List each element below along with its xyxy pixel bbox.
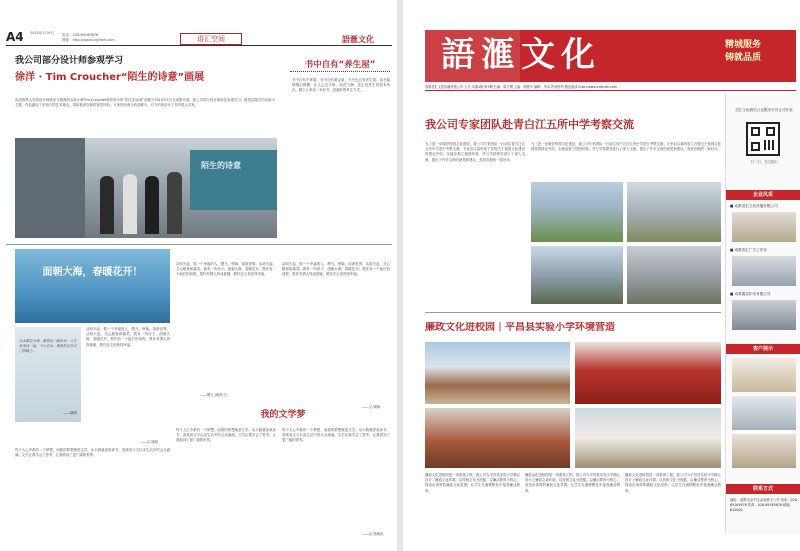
qr-caption: 扫一扫，关注我们 (750, 160, 778, 164)
article-divider (425, 312, 721, 313)
brand-mini: 語滙文化 (342, 34, 374, 44)
article3-body: 从明天起，做一个幸福的人，喂马，劈柴，周游世界。从明天起，关心粮食和蔬菜。我有一所房子，面朝大海，春暖花开。愿你有一个灿烂的前程，愿你有情人终成眷属，愿你在尘世获得幸福。 (86, 327, 170, 347)
school-photo-2 (575, 342, 721, 404)
sidebar-photo-2 (732, 256, 796, 286)
school-photo-3 (425, 408, 570, 468)
poem-text: 从来都是远途，都说远一路坎坷，人生负重过一道，千山万水，我依然走在自己的路上。 (19, 339, 77, 354)
article2-body-col2: 廉政文化进校园是一项系统工程，我公司为平昌县实验小学精心设计了廉政文化环境，以传统文化为底蕴，以廉洁教育为核心，营造出浓厚的廉政文化氛围，让学生在潜移默化中接受廉洁教育。 (525, 473, 620, 493)
school-photo-1 (425, 342, 570, 404)
header-rule (6, 45, 392, 46)
sidebar-item: ■ 成都语汇广告工作室 (730, 248, 767, 252)
article1-kicker: 我公司部分设计师参观学习 (15, 56, 124, 66)
article2-headline: 廉政文化进校园｜平昌县实验小学环境营造 (425, 322, 615, 333)
article3-headline: 面朝大海，春暖花开！ (42, 267, 143, 278)
person-3 (145, 176, 159, 234)
article2-headline: 书中自有“养生屋” (290, 60, 390, 72)
school-photo-4 (575, 408, 721, 468)
lead-body-col2: 为了进一步做好校园文化建设，我公司专家团队一行前往青白江区五所中学进行考察交流。专家们认真听取了各校关于校园文化建设的情况介绍，实地参观了校园环境，并与学校领导进行了深入交流，提出了许多宝贵的意见和建议，受到各校的一致好评。 (531, 142, 721, 152)
page-number: A4 (6, 30, 24, 44)
lead-headline: 我公司专家团队赴青白江五所中学考察交流 (425, 118, 634, 131)
sidebar-client-photo-2 (732, 396, 796, 430)
contact-info: 地址：成都市金牛区金泉路十八号 电话：028-69169676 传真：028-69169676 邮编：610000 (730, 498, 798, 512)
campus-photo-1 (531, 182, 623, 242)
left-page (0, 0, 397, 551)
article2-body-col1: 廉政文化进校园是一项系统工程，我公司为平昌县实验小学精心设计了廉政文化环境，以传统文化为底蕴，以廉洁教育为核心，营造出浓厚的廉政文化氛围，让学生在潜移默化中接受廉洁教育。 (425, 473, 520, 493)
article3-author: ——文 晓晓 (140, 440, 159, 444)
person-1 (100, 176, 114, 234)
person-2 (123, 174, 137, 234)
person-4 (167, 172, 182, 234)
article2-body: 书中自有千钟粟，书中自有黄金屋，书中也自有养生屋。读书能够陶冶情操，让人心态平和、淡泊宁静，这正是养生的根本所在。静下心来读一本好书，是最好的养生方式。 (292, 78, 390, 93)
photo-caption: 陌生的诗意 (201, 161, 241, 170)
sidebar-item: ■ 成都语汇文化传播有限公司 (730, 204, 778, 208)
slogan-2: 铸就品质 (725, 53, 762, 63)
header-website: 网址：http://www.cdyhwh.com (62, 38, 115, 42)
sidebar-section-header: 联系方式 (726, 484, 800, 494)
article3-body-col3: 从明天起，做一个幸福的人，喂马，劈柴，周游世界。从明天起，关心粮食和蔬菜。我有一所房子，面朝大海，春暖花开。愿你有一个灿烂的前程，愿你有情人终成眷属，愿你在尘世获得幸福。 (282, 262, 390, 277)
sea-banner (15, 249, 170, 323)
lead-body-col1: 为了进一步做好校园文化建设，我公司专家团队一行前往青白江区五所中学进行考察交流。专家们认真听取了各校关于校园文化建设的情况介绍，实地参观了校园环境，并与学校领导进行了深入交流，提出了许多宝贵的意见和建议，受到各校的一致好评。 (425, 142, 525, 162)
sidebar-client-photo-3 (732, 434, 796, 468)
right-page (403, 0, 800, 551)
sidebar-photo-3 (732, 300, 796, 330)
article4-body-col2: 每个人心中都有一个梦想，而我的梦想就是文学。从小我就喜欢读书，喜欢用文字记录生活中的点点滴滴。文学让我学会了思考，让我看到了更广阔的世界。 (176, 428, 276, 443)
article1-headline: 徐洋 · Tim Croucher“陌生的诗意”画展 (15, 72, 205, 83)
poem-panel (15, 327, 81, 422)
section-divider (6, 244, 392, 245)
slogan-1: 精城服务 (725, 40, 762, 50)
sidebar-item: ■ 成都鑫语印务有限公司 (730, 292, 771, 296)
campus-photo-2 (627, 182, 721, 242)
sidebar-section-header: 客户展示 (726, 344, 800, 354)
sidebar-section-header: 企业风采 (726, 190, 800, 200)
poem-signature: ——晓风 (63, 410, 77, 415)
photo-wall-left (15, 138, 85, 238)
qr-code-icon[interactable] (746, 122, 780, 156)
sidebar-photo-1 (732, 212, 796, 242)
header-date: 2015年2月9日 (30, 31, 54, 35)
article1-body: 由成都華人知名设计师徐洋与瑞典知名设计师Tim Croucher联袂举办的“陌生的诗意”画展于2015年1月在成都开幕，我公司部分设计师前往参观学习。展览以陌生的诗意为主题，作品融合了东西方的艺术理念，带给观者全新的视觉体验。大家纷纷表示收获颇丰，对今后的设计工作有很大启发。 (15, 98, 275, 108)
masthead-infoline: 成都语汇文化传播有限公司 主办 本期4版 第3期 总编：陈万钢 主编：陈俊平 编辑：李卓 内部资料 赠送阅读 http://www.cdyhwh.com (425, 84, 796, 91)
article4-headline: 我的文学梦 (260, 410, 306, 420)
section-tag: 语汇空间 (180, 33, 242, 45)
masthead (425, 30, 796, 82)
header-phone: 电话：028-69169676 (62, 33, 99, 37)
article4-body-col1: 每个人心中都有一个梦想，而我的梦想就是文学。从小我就喜欢读书，喜欢用文字记录生活中的点点滴滴。文学让我学会了思考，让我看到了更广阔的世界。 (15, 448, 170, 458)
campus-photo-4 (627, 246, 721, 304)
article4-body-col3: 每个人心中都有一个梦想，而我的梦想就是文学。从小我就喜欢读书，喜欢用文字记录生活中的点点滴滴。文学让我学会了思考，让我看到了更广阔的世界。 (282, 428, 390, 443)
photo-poster (190, 150, 277, 210)
masthead-title: 語滙文化 (441, 35, 601, 75)
campus-photo-3 (531, 246, 623, 304)
article3-body-col2: 从明天起，做一个幸福的人，喂马，劈柴，周游世界。从明天起，关心粮食和蔬菜。我有一所房子，面朝大海，春暖花开。愿你有一个灿烂的前程，愿你有情人终成眷属，愿你在尘世获得幸福。 (176, 262, 276, 277)
article4-sign: ——撰文 [晓风子] (200, 393, 228, 397)
sidebar-client-photo-1 (732, 358, 796, 392)
article4-author: ——文 杨晓凤 (362, 532, 384, 536)
exhibition-photo (15, 138, 277, 238)
article2-body-col3: 廉政文化进校园是一项系统工程，我公司为平昌县实验小学精心设计了廉政文化环境，以传统文化为底蕴，以廉洁教育为核心，营造出浓厚的廉政文化氛围，让学生在潜移默化中接受廉洁教育。 (625, 473, 721, 493)
sidebar-title: 语汇文化微信公众服务平台正式开放 (735, 108, 793, 112)
article3-author2: ——文 晓晓 (362, 405, 381, 409)
sidebar (725, 94, 800, 534)
